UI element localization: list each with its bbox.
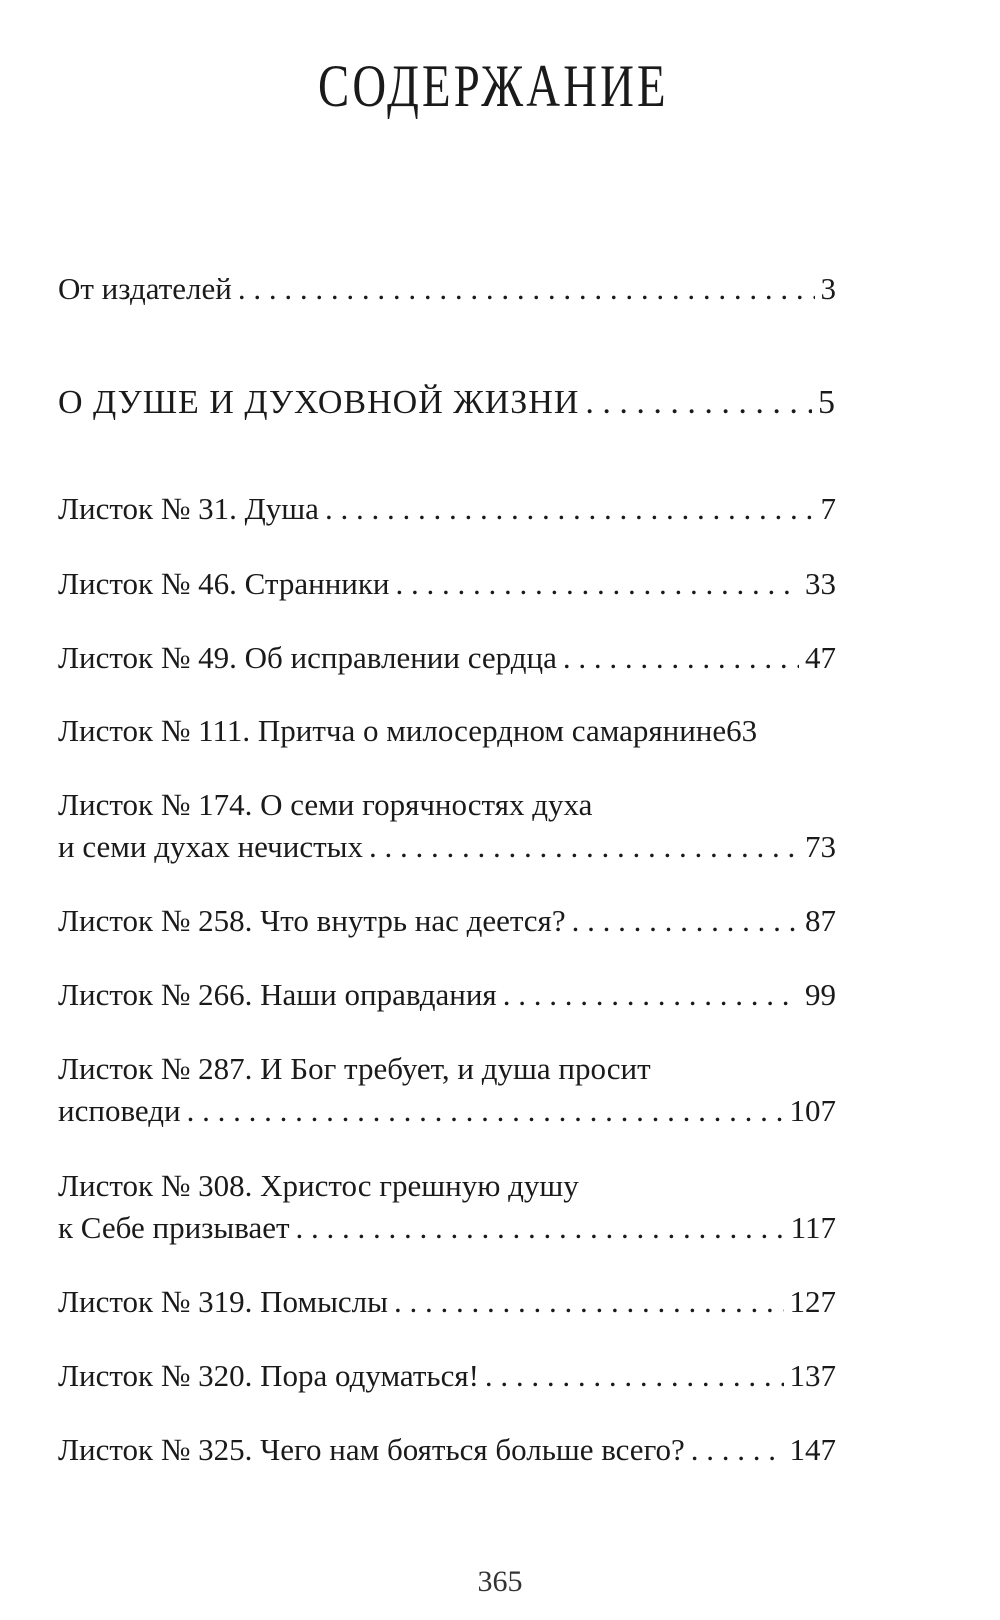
toc-entry-title: Листок № 49. Об исправлении сердца	[58, 640, 557, 675]
toc-entry-title: Листок № 46. Странники	[58, 566, 390, 601]
toc-entry	[58, 637, 836, 679]
toc-entry-page: 137	[789, 1358, 836, 1393]
leader-dots	[503, 974, 799, 1016]
toc-entry	[58, 1355, 836, 1397]
toc-entry-page: 63	[726, 713, 758, 748]
toc-entry-title-line: Листок № 287. И Бог требует, и душа просит	[58, 1051, 651, 1086]
toc-entry-page: 87	[805, 903, 836, 938]
toc-section-heading	[58, 382, 836, 424]
toc-entry-page: 5	[818, 384, 836, 421]
toc-entry-page: 117	[790, 1210, 836, 1245]
toc-entry-page: 127	[789, 1284, 836, 1319]
toc-entry	[58, 563, 836, 605]
toc-entry-title-line: Листок № 174. О семи горячностях духа	[58, 787, 593, 822]
leader-dots	[325, 488, 815, 530]
toc-entry-title: к Себе призывает	[58, 1210, 290, 1245]
toc-entry-page: 107	[789, 1093, 836, 1128]
toc-entry	[58, 488, 836, 530]
toc-entry-title: Листок № 319. Помыслы	[58, 1284, 388, 1319]
leader-dots	[396, 563, 799, 605]
toc-entry-page: 73	[805, 829, 836, 864]
leader-dots	[394, 1281, 784, 1323]
toc-entry-title: Листок № 325. Чего нам бояться больше всего?	[58, 1432, 685, 1467]
toc-entry-page: 147	[789, 1432, 836, 1467]
toc-entry-page: 99	[805, 977, 836, 1012]
toc-entry-page: 3	[820, 271, 836, 306]
toc-entry-title: Листок № 266. Наши оправдания	[58, 977, 497, 1012]
leader-dots	[238, 268, 815, 310]
toc-entry-title: Листок № 111. Притча о милосердном самарянине	[58, 713, 727, 748]
toc-entry	[58, 1048, 836, 1132]
leader-dots	[691, 1429, 784, 1471]
toc-entry-title: От издателей	[58, 271, 232, 306]
toc-entry-page: 7	[820, 491, 836, 526]
leader-dots	[563, 637, 799, 679]
leader-dots	[485, 1355, 784, 1397]
toc-entry	[58, 710, 836, 752]
page-title: СОДЕРЖАНИЕ	[318, 53, 669, 119]
leader-dots	[187, 1090, 784, 1132]
leader-dots	[585, 382, 812, 424]
toc-entry	[58, 1165, 836, 1249]
toc-entry	[58, 974, 836, 1016]
toc-entry-title: Листок № 320. Пора одуматься!	[58, 1358, 479, 1393]
leader-dots	[572, 900, 799, 942]
toc-entry	[58, 784, 836, 868]
leader-dots	[296, 1207, 785, 1249]
toc-entry	[58, 268, 836, 310]
toc-entry-page: 33	[805, 566, 836, 601]
toc-entry-title-line: Листок № 308. Христос грешную душу	[58, 1168, 579, 1203]
toc-entry-title: О ДУШЕ И ДУХОВНОЙ ЖИЗНИ	[58, 384, 580, 421]
toc-entry-title: Листок № 258. Что внутрь нас деется?	[58, 903, 566, 938]
toc-entry	[58, 900, 836, 942]
page-number: 365	[477, 1565, 523, 1598]
toc-entry-page: 47	[805, 640, 836, 675]
leader-dots	[369, 826, 799, 868]
toc-entry-title: и семи духах нечистых	[58, 829, 363, 864]
toc-entry	[58, 1281, 836, 1323]
toc-entry	[58, 1429, 836, 1471]
toc-entry-title: исповеди	[58, 1093, 181, 1128]
toc-entry-title: Листок № 31. Душа	[58, 491, 319, 526]
